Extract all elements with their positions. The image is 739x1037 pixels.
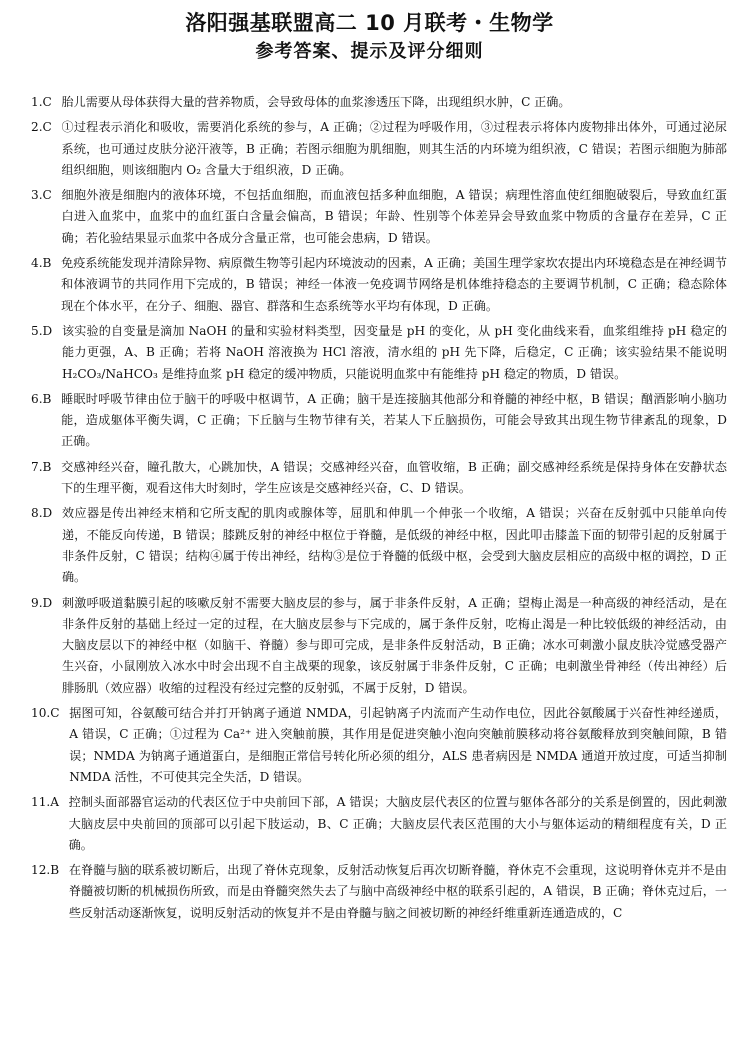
answer-item [15,792,727,856]
page-title: 洛阳强基联盟高二 10 月联考・生物学 [185,11,554,35]
answer-item [15,185,727,249]
answer-item [15,703,727,788]
answer-item [15,253,727,317]
answer-item [15,860,727,924]
answer-explanation: 刺激呼吸道黏膜引起的咳嗽反射不需要大脑皮层的参与，属于非条件反射，A 正确；望梅止渴是一种高级的神经活动，是在非条件反射的基础上经过一定的过程，在大脑皮层参与下完成的，属于条件反射，吃梅止渴是一种比较低级的神经活动，由大脑皮层以下的神经中枢（如脑干、脊髓）参与即可完成，是非条件反射活动，B 正确；冰水可刺激小鼠皮肤冷觉感受器产生兴奋，小鼠刚放入冰水中时会出现不自主战栗的现象，该反射属于非条件反射，C 正确；电刺激坐骨神经（传出神经）后腓肠肌（效应器）收缩的过程没有经过完整的反射弧，不属于反射，D 错误。 [61,595,727,695]
answer-explanation: 控制头面部器官运动的代表区位于中央前回下部，A 错误；大脑皮层代表区的位置与躯体各部分的关系是倒置的，因此刺激大脑皮层中央前回的顶部可以引起下肢运动，B、C 正确；大脑皮层代表区范围的大小与躯体运动的精细程度有关，D 正确。 [68,795,727,852]
answer-item [15,92,727,113]
answer-explanation: 交感神经兴奋，瞳孔散大，心跳加快，A 错误；交感神经兴奋，血管收缩，B 正确；副交感神经系统是保持身体在安静状态下的生理平衡，观看这伟大时刻时，学生应该是交感神经兴奋，C、D 错误。 [61,459,727,496]
answer-item [15,321,727,385]
answer-number: 11.A [31,795,59,810]
answer-explanation: ①过程表示消化和吸收，需要消化系统的参与，A 正确；②过程为呼吸作用，③过程表示将体内废物排出体外，可通过泌尿系统，也可通过皮肤分泌汗液等，B 正确；若图示细胞为肌细胞，则其生活的内环境为组织液，C 错误；若图示细胞为肺部组织细胞，则该细胞内 O₂ 含量大于组织液，D 正确。 [61,120,727,177]
answer-number: 9.D [31,595,53,610]
answer-item [15,593,727,699]
answer-number: 1.C [31,95,52,109]
answer-explanation: 该实验的自变量是滴加 NaOH 的量和实验材料类型，因变量是 pH 的变化，从 pH 变化曲线来看，血浆组维持 pH 稳定的能力更强，A、B 正确；若将 NaOH 溶液换为 HCl 溶液，清水组的 pH 先下降，后稳定，C 正确；该实验结果不能说明 H₂CO₃/NaHCO₃ 是维持血浆 pH 稳定的缓冲物质，只能说明血浆中有能维持 pH 稳定的物质，D 错误。 [61,323,727,381]
answer-number: 4.B [31,256,52,271]
answer-explanation: 在脊髓与脑的联系被切断后，出现了脊休克现象，反射活动恢复后再次切断脊髓，脊休克不会重现，这说明脊休克并不是由脊髓被切断的机械损伤所致，而是由脊髓突然失去了与脑中高级神经中枢的联系引起的，A 错误，B 正确；脊休克过后，一些反射活动逐渐恢复，说明反射活动的恢复并不是由脊髓与脑之间被切断的神经纤维重新连通造成的，C [68,863,727,920]
answer-item [15,389,727,453]
answer-number: 2.C [31,120,52,135]
answer-number: 8.D [31,506,53,521]
answer-explanation: 效应器是传出神经末梢和它所支配的肌肉或腺体等，屈肌和伸肌一个伸张一个收缩，A 错误；兴奋在反射弧中只能单向传递，不能反向传递，B 错误；膝跳反射的神经中枢位于脊髓，是低级的神经中枢，因此叩击膝盖下面的韧带引起的反射属于非条件反射，C 错误；结构④属于传出神经，结构③是位于脊髓的低级中枢，会受到大脑皮层相应的高级中枢的调控，D 正确。 [61,506,727,585]
answer-number: 7.B [31,459,52,474]
answer-explanation: 据图可知，谷氨酸可结合并打开钠离子通道 NMDA，引起钠离子内流而产生动作电位，因此谷氨酸属于兴奋性神经递质，A 错误，C 正确；①过程为 Ca²⁺ 进入突触前膜，其作用是促进突触小泡向突触前膜移动将谷氨酸释放到突触间隙，B 错误；NMDA 为钠离子通道蛋白，是细胞正常信号转化所必须的组分，ALS 患者病因是 NMDA 通道开放过度，可适当抑制 NMDA 活性，不可使其完全失活，D 错误。 [69,706,727,784]
answer-number: 10.C [31,706,60,721]
answer-list [15,92,727,928]
answer-number: 12.B [31,863,60,878]
page-subtitle: 参考答案、提示及评分细则 [255,41,484,62]
page-header [0,0,739,66]
answer-item [15,503,727,588]
answer-number: 6.B [31,391,52,406]
answer-number: 3.C [31,188,52,203]
answer-explanation: 免疫系统能发现并清除异物、病原微生物等引起内环境波动的因素，A 正确；美国生理学家坎农提出内环境稳态是在神经调节和体液调节的共同作用下完成的，B 错误；神经一体液一免疫调节网络是机体维持稳态的主要调节机制，C 正确；稳态除体现在个体水平，在分子、细胞、器官、群落和生态系统等水平均有体现，D 正确。 [61,256,727,313]
answer-number: 5.D [31,323,53,338]
answer-explanation: 细胞外液是细胞内的液体环境，不包括血细胞，而血液包括多种血细胞，A 错误；病理性溶血使红细胞破裂后，导致血红蛋白进入血浆中，血浆中的血红蛋白含量会偏高，B 错误；年龄、性别等个体差异会导致血浆中物质的含量存在差异，C 正确；若化验结果显示血浆中各成分含量正常，也可能会患病，D 错误。 [61,188,727,245]
answer-item [15,457,727,500]
answer-explanation: 睡眠时呼吸节律由位于脑干的呼吸中枢调节，A 正确；脑干是连接脑其他部分和脊髓的神经中枢，B 错误；酗酒影响小脑功能，造成躯体平衡失调，C 正确；下丘脑与生物节律有关，若某人下丘脑损伤，可能会导致其出现生物节律紊乱的现象，D 正确。 [61,391,727,449]
answer-item [15,117,727,181]
answer-explanation: 胎儿需要从母体获得大量的营养物质，会导致母体的血浆渗透压下降，出现组织水肿，C 正确。 [61,95,571,109]
